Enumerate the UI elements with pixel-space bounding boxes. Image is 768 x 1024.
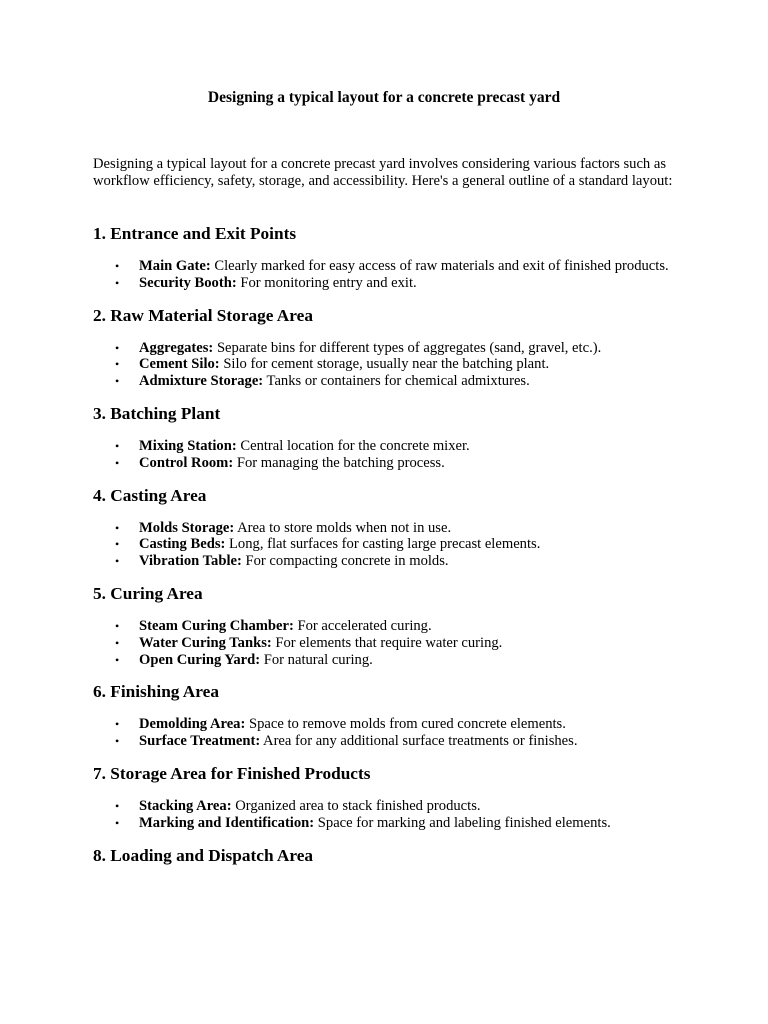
item-term: Water Curing Tanks:	[139, 634, 272, 651]
item-description: Area for any additional surface treatments or finishes.	[260, 733, 578, 750]
item-term: Main Gate:	[139, 258, 211, 274]
list-item	[93, 652, 683, 669]
bullet-icon: •	[115, 635, 120, 650]
section-heading: 7. Storage Area for Finished Products	[93, 763, 371, 783]
item-description: Separate bins for different types of aggregates (sand, gravel, etc.).	[213, 339, 602, 356]
list-item	[93, 520, 683, 537]
item-description: Clearly marked for easy access of raw materials and exit of finished products.	[210, 258, 669, 274]
bullet-list	[93, 258, 683, 292]
list-item	[93, 356, 683, 373]
list-item	[93, 618, 683, 635]
item-term: Open Curing Yard:	[139, 651, 261, 668]
item-term: Stacking Area:	[139, 797, 232, 814]
list-item	[93, 716, 683, 733]
list-item	[93, 536, 683, 553]
item-term: Aggregates:	[139, 339, 214, 356]
bullet-icon: •	[115, 717, 120, 732]
section-heading: 3. Batching Plant	[93, 403, 221, 423]
bullet-icon: •	[115, 815, 120, 830]
section-heading: 8. Loading and Dispatch Area	[93, 845, 314, 865]
item-description: For elements that require water curing.	[271, 634, 503, 651]
item-description: Space to remove molds from cured concrete elements.	[245, 716, 566, 733]
bullet-icon: •	[115, 798, 120, 813]
item-term: Casting Beds:	[139, 536, 226, 553]
list-item	[93, 340, 683, 357]
bullet-list	[93, 618, 683, 668]
item-description: For monitoring entry and exit.	[236, 274, 417, 291]
section-heading: 5. Curing Area	[93, 583, 203, 603]
item-term: Marking and Identification:	[139, 814, 315, 831]
bullet-icon: •	[115, 357, 120, 372]
document-title: Designing a typical layout for a concrete precast yard	[207, 89, 561, 106]
item-description: For compacting concrete in molds.	[241, 553, 449, 570]
item-term: Surface Treatment:	[139, 733, 261, 750]
item-description: Tanks or containers for chemical admixtures.	[263, 373, 530, 390]
bullet-icon: •	[115, 618, 120, 633]
item-description: For managing the batching process.	[233, 454, 445, 471]
section-heading: 4. Casting Area	[93, 485, 207, 505]
bullet-list	[93, 520, 683, 570]
bullet-list	[93, 438, 683, 472]
list-item	[93, 455, 683, 472]
bullet-icon: •	[115, 438, 120, 453]
bullet-icon: •	[115, 652, 120, 667]
list-item	[93, 815, 683, 832]
item-term: Security Booth:	[139, 274, 237, 291]
section-heading: 6. Finishing Area	[93, 682, 219, 702]
intro-paragraph: Designing a typical layout for a concrete precast yard involves considering various factors such as workflow efficiency, safety, storage, and accessibility. Here's a general outline of a standard layout:	[93, 156, 673, 189]
item-description: For natural curing.	[260, 651, 373, 668]
sections-container	[93, 224, 683, 880]
item-term: Admixture Storage:	[139, 373, 264, 390]
item-term: Vibration Table:	[139, 553, 242, 570]
list-item	[93, 733, 683, 750]
item-description: Central location for the concrete mixer.	[236, 437, 470, 454]
bullet-icon: •	[115, 520, 120, 535]
item-description: For accelerated curing.	[293, 617, 432, 634]
bullet-icon: •	[115, 537, 120, 552]
bullet-icon: •	[115, 374, 120, 389]
item-term: Steam Curing Chamber:	[139, 617, 294, 634]
list-item	[93, 438, 683, 455]
section-heading: 1. Entrance and Exit Points	[93, 224, 297, 243]
list-item	[93, 553, 683, 570]
item-description: Area to store molds when not in use.	[234, 519, 452, 536]
item-term: Mixing Station:	[139, 437, 237, 454]
item-term: Control Room:	[139, 454, 234, 471]
list-item	[93, 798, 683, 815]
bullet-icon: •	[115, 340, 120, 355]
section-heading: 2. Raw Material Storage Area	[93, 305, 313, 325]
bullet-icon: •	[115, 734, 120, 749]
item-description: Organized area to stack finished products.	[231, 797, 481, 814]
item-description: Long, flat surfaces for casting large precast elements.	[225, 536, 541, 553]
list-item	[93, 275, 683, 292]
bullet-icon: •	[115, 455, 120, 470]
list-item	[93, 258, 683, 275]
bullet-icon: •	[115, 554, 120, 569]
list-item	[93, 373, 683, 390]
item-term: Demolding Area:	[139, 716, 246, 733]
item-term: Cement Silo:	[139, 356, 220, 373]
bullet-list	[93, 340, 683, 390]
bullet-list	[93, 798, 683, 832]
bullet-list	[93, 716, 683, 750]
item-description: Space for marking and labeling finished elements.	[314, 814, 611, 831]
item-term: Molds Storage:	[139, 519, 235, 536]
list-item	[93, 635, 683, 652]
item-description: Silo for cement storage, usually near the batching plant.	[219, 356, 550, 373]
bullet-icon: •	[115, 275, 120, 290]
bullet-icon: •	[115, 259, 120, 273]
